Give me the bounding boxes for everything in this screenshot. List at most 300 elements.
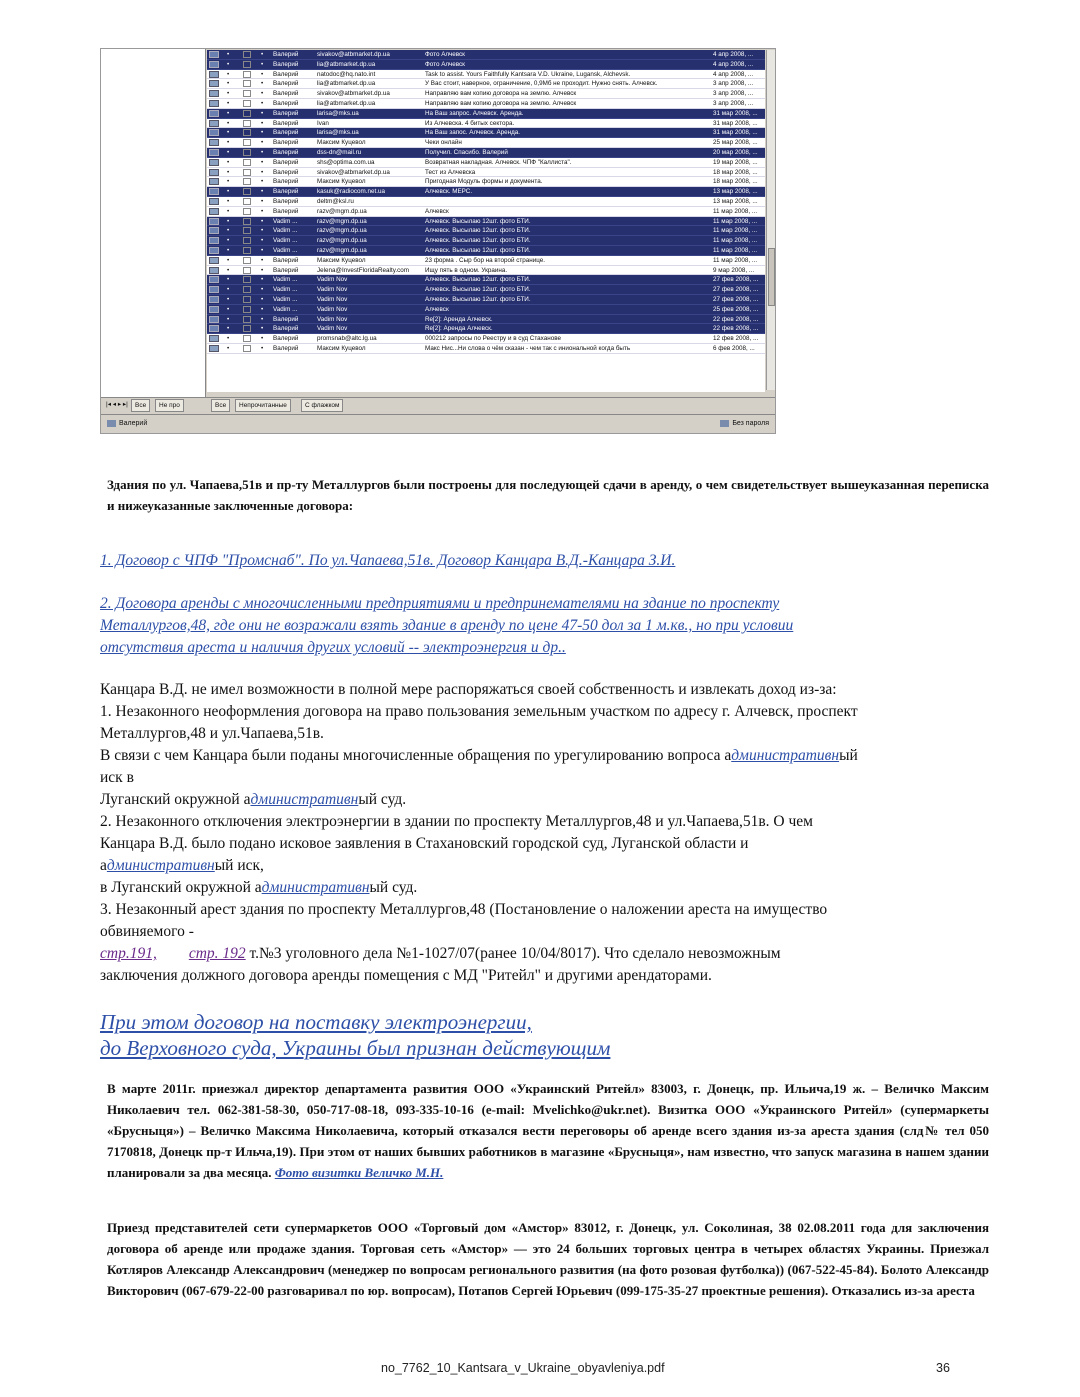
- message-row[interactable]: [207, 226, 765, 236]
- attachment-icon: [243, 208, 251, 215]
- message-subject: Task to assist. Yours Faithfully Kantsara V.D. Ukraine, Lugansk, Alchevsk.: [425, 70, 631, 78]
- status-bar: [101, 414, 775, 433]
- envelope-icon: [209, 139, 219, 146]
- attachment-icon: [243, 51, 251, 58]
- message-to: razv@mgm.dp.ua: [317, 237, 367, 245]
- message-date: 25 мар 2008, ...: [713, 139, 758, 147]
- user-icon: [107, 420, 116, 427]
- attachment-icon: [243, 325, 251, 332]
- priority-marker: •: [261, 237, 264, 245]
- status-marker: •: [227, 276, 230, 284]
- message-date: 3 апр 2008, ...: [713, 80, 754, 88]
- link-lease-contracts-line1[interactable]: 2. Договора аренды с многочисленными предприятиями и предпринемателями на здание по проспекту: [100, 595, 780, 612]
- message-to: larisa@mks.ua: [317, 129, 359, 137]
- message-from: Vadim ...: [273, 246, 298, 254]
- attachment-icon: [243, 169, 251, 176]
- envelope-icon: [209, 169, 219, 176]
- text: ый иск,: [214, 857, 264, 874]
- message-subject: Алчевск. Высылаю 12шт. фото БТИ.: [425, 286, 531, 294]
- message-row[interactable]: [207, 344, 765, 354]
- priority-marker: •: [261, 80, 264, 88]
- message-from: Валерий: [273, 197, 299, 205]
- message-date: 31 мар 2008, ...: [713, 109, 758, 117]
- message-row[interactable]: [207, 70, 765, 80]
- message-row[interactable]: [207, 334, 765, 344]
- message-subject: Получил. Спасибо. Валерий: [425, 148, 508, 156]
- envelope-icon: [209, 237, 219, 244]
- status-marker: •: [227, 325, 230, 333]
- message-row[interactable]: [207, 207, 765, 217]
- envelope-icon: [209, 80, 219, 87]
- message-row[interactable]: [207, 295, 765, 305]
- message-date: 31 мар 2008, ...: [713, 119, 758, 127]
- message-subject: Алчевск. МЕРС.: [425, 188, 473, 196]
- message-to: Vadim Nov: [317, 305, 348, 313]
- status-marker: •: [227, 256, 230, 264]
- message-list-scrollbar[interactable]: [766, 50, 776, 390]
- status-marker: •: [227, 305, 230, 313]
- link-administrative-4[interactable]: дминистративн: [261, 879, 370, 896]
- envelope-icon: [209, 90, 219, 97]
- envelope-icon: [209, 257, 219, 264]
- priority-marker: •: [261, 139, 264, 147]
- message-row[interactable]: [207, 109, 765, 119]
- attachment-icon: [243, 257, 251, 264]
- message-row[interactable]: [207, 275, 765, 285]
- attachment-icon: [243, 247, 251, 254]
- attachment-icon: [243, 306, 251, 313]
- message-subject: Тест из Алчевска: [425, 168, 476, 176]
- message-row[interactable]: [207, 177, 765, 187]
- message-row[interactable]: [207, 158, 765, 168]
- status-marker: •: [227, 139, 230, 147]
- message-from: Vadim ...: [273, 305, 298, 313]
- status-marker: •: [227, 148, 230, 156]
- message-subject: Алчевск. Высылаю 12шт. фото БТИ.: [425, 295, 531, 303]
- message-from: Валерий: [273, 60, 299, 68]
- message-from: Валерий: [273, 99, 299, 107]
- status-marker: •: [227, 70, 230, 78]
- page-number: 36: [936, 1361, 950, 1375]
- link-lease-contracts-line2[interactable]: Металлургов,48, где они не возражали взять здание в аренду по цене 47-50 дол за 1 м.кв., но при условии: [100, 617, 794, 634]
- link-business-card-photo[interactable]: Фото визитки Величко М.Н.: [274, 1165, 444, 1180]
- text: ый суд.: [358, 791, 407, 808]
- message-from: Валерий: [273, 178, 299, 186]
- message-date: 12 фев 2008, ...: [713, 335, 759, 343]
- text: в Луганский окружной а: [100, 879, 262, 896]
- footer-filename: no_7762_10_Kantsara_v_Ukraine_obyavleniya.pdf: [381, 1361, 665, 1375]
- message-to: dss-dn@mail.ru: [317, 148, 362, 156]
- attachment-icon: [243, 178, 251, 185]
- envelope-icon: [209, 218, 219, 225]
- link-electricity-contract-l1[interactable]: При этом договор на поставку электроэнергии,: [100, 1010, 532, 1034]
- message-from: Валерий: [273, 109, 299, 117]
- envelope-icon: [209, 276, 219, 283]
- attachment-icon: [243, 218, 251, 225]
- message-date: 13 мар 2008, ...: [713, 197, 758, 205]
- message-date: 22 фев 2008, ...: [713, 325, 759, 333]
- message-to: lia@atbmarket.dp.ua: [317, 99, 376, 107]
- priority-marker: •: [261, 109, 264, 117]
- tab-left-unread[interactable]: Не про: [155, 399, 184, 412]
- message-date: 4 апр 2008, ...: [713, 60, 754, 68]
- status-user: [107, 415, 147, 433]
- message-subject: Направляю вам копию договора на землю. Алчевск: [425, 90, 577, 98]
- envelope-icon: [209, 306, 219, 313]
- nav-arrows-icon[interactable]: |◂ ◂ ▸ ▸|: [106, 401, 128, 408]
- message-from: Валерий: [273, 325, 299, 333]
- message-to: natodoc@hq.nato.int: [317, 70, 376, 78]
- priority-marker: •: [261, 305, 264, 313]
- message-row[interactable]: [207, 266, 765, 276]
- message-from: Валерий: [273, 51, 299, 58]
- lock-icon: [720, 420, 729, 427]
- envelope-icon: [209, 335, 219, 342]
- message-date: 18 мар 2008, ...: [713, 168, 758, 176]
- message-to: lia@atbmarket.dp.ua: [317, 80, 376, 88]
- para-land-contract-l2: Металлургов,48 и ул.Чапаева,51в.: [100, 725, 324, 742]
- message-subject: Из Алчевска. 4 битых сектора.: [425, 119, 515, 127]
- message-subject: Алчевск: [425, 207, 449, 215]
- message-subject: На Ваш запос. Алчевск. Аренда.: [425, 129, 521, 137]
- message-subject: Фото Алчевск: [425, 60, 465, 68]
- message-to: Максим Куцевол: [317, 256, 366, 264]
- message-row[interactable]: [207, 119, 765, 129]
- message-date: 20 мар 2008, ...: [713, 148, 758, 156]
- message-date: 11 мар 2008, ...: [713, 217, 758, 225]
- priority-marker: •: [261, 70, 264, 78]
- link-administrative-3[interactable]: дминистративн: [106, 857, 215, 874]
- message-row[interactable]: [207, 217, 765, 227]
- message-to: razv@mgm.dp.ua: [317, 207, 367, 215]
- folder-pane: [101, 49, 206, 397]
- text: т.№3 уголовного дела №1-1027/07(ранее 10/04/8017). Что сделало невозможным: [245, 945, 781, 962]
- message-row[interactable]: [207, 187, 765, 197]
- priority-marker: •: [261, 158, 264, 166]
- priority-marker: •: [261, 148, 264, 156]
- attachment-icon: [243, 80, 251, 87]
- message-to: Ivan: [317, 119, 329, 127]
- status-marker: •: [227, 266, 230, 274]
- priority-marker: •: [261, 325, 264, 333]
- message-row[interactable]: [207, 305, 765, 315]
- mail-client-screenshot: [100, 48, 776, 434]
- message-from: Vadim ...: [273, 295, 298, 303]
- para-arrest-l4: заключения должного договора аренды помещения с МД "Ритейл" и другими арендаторами.: [100, 967, 712, 984]
- status-marker: •: [227, 335, 230, 343]
- message-row[interactable]: [207, 79, 765, 89]
- para-power-cut-l3: [100, 855, 990, 877]
- message-subject: Алчевск. Высылаю 12шт. фото БТИ.: [425, 237, 531, 245]
- attachment-icon: [243, 316, 251, 323]
- message-subject: Направляю вам копию договора на землю. Алчевск: [425, 99, 577, 107]
- message-date: 19 мар 2008, ...: [713, 158, 758, 166]
- message-from: Vadim ...: [273, 276, 298, 284]
- message-date: 27 фев 2008, ...: [713, 286, 759, 294]
- status-marker: •: [227, 344, 230, 352]
- envelope-icon: [209, 345, 219, 352]
- link-administrative-2[interactable]: дминистративн: [250, 791, 359, 808]
- message-date: 11 мар 2008, ...: [713, 227, 758, 235]
- message-to: sivakov@atbmarket.dp.ua: [317, 168, 390, 176]
- link-administrative-1[interactable]: дминистративн: [731, 747, 840, 764]
- envelope-icon: [209, 129, 219, 136]
- status-marker: •: [227, 51, 230, 58]
- message-date: 9 мар 2008, ...: [713, 266, 755, 274]
- message-to: promsnab@altc.lg.ua: [317, 335, 377, 343]
- link-lease-contracts-line3[interactable]: отсутствия ареста и наличия других условий -- электроэнергия и др..: [100, 639, 566, 656]
- message-from: Vadim ...: [273, 237, 298, 245]
- message-row[interactable]: [207, 148, 765, 158]
- message-row[interactable]: [207, 285, 765, 295]
- status-password-label: Без пароля: [732, 420, 769, 427]
- text: ый суд.: [369, 879, 418, 896]
- envelope-icon: [209, 61, 219, 68]
- scrollbar-thumb[interactable]: [768, 248, 775, 306]
- priority-marker: •: [261, 344, 264, 352]
- status-marker: •: [227, 119, 230, 127]
- message-from: Vadim ...: [273, 286, 298, 294]
- envelope-icon: [209, 286, 219, 293]
- status-marker: •: [227, 90, 230, 98]
- status-marker: •: [227, 246, 230, 254]
- status-marker: •: [227, 217, 230, 225]
- message-from: Валерий: [273, 139, 299, 147]
- status-marker: •: [227, 99, 230, 107]
- attachment-icon: [243, 100, 251, 107]
- message-date: 11 мар 2008, ...: [713, 256, 758, 264]
- message-to: Максим Куцевол: [317, 178, 366, 186]
- link-contract-promsnab[interactable]: 1. Договор с ЧПФ "Промснаб". По ул.Чапаева,51в. Договор Канцара В.Д.-Канцара З.И.: [100, 552, 676, 569]
- message-row[interactable]: [207, 128, 765, 138]
- priority-marker: •: [261, 315, 264, 323]
- message-row[interactable]: [207, 168, 765, 178]
- status-marker: •: [227, 237, 230, 245]
- text: а: [100, 857, 107, 874]
- message-list: [207, 50, 765, 392]
- tab-all[interactable]: Все: [211, 399, 230, 412]
- text: Луганский окружной а: [100, 791, 251, 808]
- message-row[interactable]: [207, 60, 765, 70]
- message-date: 27 фев 2008, ...: [713, 276, 759, 284]
- message-date: 6 фев 2008, ...: [713, 344, 755, 352]
- link-page-191[interactable]: стр.191,: [100, 945, 157, 962]
- message-to: Vadim Nov: [317, 315, 348, 323]
- attachment-icon: [243, 188, 251, 195]
- text: В марте 2011г. приезжал директор департамента развития ООО «Украинский Ритейл» 83003, г. Донецк, пр. Ильича,19 ж. – Величко Максим Николаевич тел. 062-381-58-30, 050-717-08-18, 093-335-10-16 (e-mail: Mvelichko@ukr.net). Визитка ООО «Украинского Ритейл» (супермаркеты «Брусныця») – Величко Максима Николаевича, который отказался вести переговоры об аренде всего здания из-за ареста здания (слд№ тел 050 7170818, Донецк пр-т Ильча,19). При этом от наших бывших работников в магазине «Брусныця», нам известно, что запуск магазина в нашем здании планировали за два месяца.: [107, 1081, 989, 1180]
- link-electricity-contract-l2[interactable]: до Верховного суда, Украины был признан действующим: [100, 1036, 611, 1060]
- message-row[interactable]: [207, 89, 765, 99]
- message-date: 11 мар 2008, ...: [713, 207, 758, 215]
- status-marker: •: [227, 60, 230, 68]
- attachment-icon: [243, 198, 251, 205]
- priority-marker: •: [261, 286, 264, 294]
- priority-marker: •: [261, 276, 264, 284]
- message-date: 13 мар 2008, ...: [713, 188, 758, 196]
- priority-marker: •: [261, 217, 264, 225]
- priority-marker: •: [261, 256, 264, 264]
- status-marker: •: [227, 158, 230, 166]
- priority-marker: •: [261, 335, 264, 343]
- message-subject: Алчевск: [425, 305, 449, 313]
- message-from: Валерий: [273, 70, 299, 78]
- status-marker: •: [227, 80, 230, 88]
- message-subject: Фото Алчевск: [425, 51, 465, 58]
- message-subject: Макс Нис...Ни слова о чём сказан - чем так с иниональной когда быть: [425, 344, 631, 352]
- message-from: Vadim ...: [273, 227, 298, 235]
- message-to: shs@optima.com.ua: [317, 158, 375, 166]
- para-power-cut-l4: [100, 877, 990, 899]
- text: ый: [839, 747, 858, 764]
- message-row[interactable]: [207, 138, 765, 148]
- attachment-icon: [243, 159, 251, 166]
- message-from: Валерий: [273, 207, 299, 215]
- message-subject: Чеки онлайн: [425, 139, 462, 147]
- message-to: deltm@ksl.ru: [317, 197, 354, 205]
- envelope-icon: [209, 51, 219, 58]
- message-to: Vadim Nov: [317, 325, 348, 333]
- message-row[interactable]: [207, 256, 765, 266]
- para-power-cut-l1: 2. Незаконного отключения электроэнергии в здании по проспекту Металлургов,48 и ул.Чапаева,51в. О чем: [100, 813, 813, 830]
- message-from: Валерий: [273, 119, 299, 127]
- message-subject: Алчевск. Высылаю 12шт. фото БТИ.: [425, 246, 531, 254]
- status-marker: •: [227, 227, 230, 235]
- message-to: Vadim Nov: [317, 276, 348, 284]
- priority-marker: •: [261, 246, 264, 254]
- message-to: Максим Куцевол: [317, 344, 366, 352]
- status-marker: •: [227, 188, 230, 196]
- message-subject: Алчевск. Высылаю 12шт. фото БТИ.: [425, 276, 531, 284]
- attachment-icon: [243, 345, 251, 352]
- tab-left-all[interactable]: Все: [131, 399, 150, 412]
- status-marker: •: [227, 197, 230, 205]
- message-to: Vadim Nov: [317, 286, 348, 294]
- status-marker: •: [227, 129, 230, 137]
- status-marker: •: [227, 315, 230, 323]
- message-to: razv@mgm.dp.ua: [317, 227, 367, 235]
- envelope-icon: [209, 267, 219, 274]
- tab-unread[interactable]: Непрочитанные: [235, 399, 291, 412]
- status-marker: •: [227, 168, 230, 176]
- para-arrest-l3: [100, 943, 990, 965]
- priority-marker: •: [261, 119, 264, 127]
- attachment-icon: [243, 227, 251, 234]
- para-cannot-dispose: Канцара В.Д. не имел возможности в полной мере распоряжаться своей собственность и извлекать доход из-за:: [100, 681, 837, 698]
- message-from: Vadim ...: [273, 217, 298, 225]
- message-row[interactable]: [207, 324, 765, 334]
- message-date: 22 фев 2008, ...: [713, 315, 759, 323]
- priority-marker: •: [261, 90, 264, 98]
- message-to: Vadim Nov: [317, 295, 348, 303]
- priority-marker: •: [261, 60, 264, 68]
- message-date: 18 мар 2008, ...: [713, 178, 758, 186]
- message-subject: На Ваш запрос. Алчевск. Аренда.: [425, 109, 524, 117]
- priority-marker: •: [261, 168, 264, 176]
- status-marker: •: [227, 286, 230, 294]
- attachment-icon: [243, 237, 251, 244]
- message-date: 3 апр 2008, ...: [713, 99, 754, 107]
- message-from: Валерий: [273, 344, 299, 352]
- envelope-icon: [209, 71, 219, 78]
- message-subject: Алчевск. Высылаю 12шт. фото БТИ.: [425, 227, 531, 235]
- priority-marker: •: [261, 227, 264, 235]
- priority-marker: •: [261, 295, 264, 303]
- status-marker: •: [227, 295, 230, 303]
- text: В связи с чем Канцара были поданы многочисленные обращения по урегулированию вопроса а: [100, 747, 732, 764]
- envelope-icon: [209, 100, 219, 107]
- attachment-icon: [243, 61, 251, 68]
- message-from: Валерий: [273, 168, 299, 176]
- status-user-label: Валерий: [119, 420, 148, 427]
- message-row[interactable]: [207, 197, 765, 207]
- message-row[interactable]: [207, 99, 765, 109]
- envelope-icon: [209, 296, 219, 303]
- attachment-icon: [243, 296, 251, 303]
- envelope-icon: [209, 120, 219, 127]
- intro-paragraph: Здания по ул. Чапаева,51в и пр-ту Металлургов были построены для последующей сдачи в аренду, о чем свидетельствует вышеуказанная переписка и нижеуказанные заключенные договора:: [107, 477, 989, 513]
- message-from: Валерий: [273, 90, 299, 98]
- message-date: 11 мар 2008, ...: [713, 246, 758, 254]
- message-subject: У Вас стоит, наверное, ограничение, 0,9Мб не проходит. Нужно снять. Алчевск.: [425, 80, 658, 88]
- message-from: Валерий: [273, 266, 299, 274]
- message-subject: Пригодная Модуль формы и документа.: [425, 178, 543, 186]
- message-date: 3 апр 2008, ...: [713, 90, 754, 98]
- envelope-icon: [209, 247, 219, 254]
- message-subject: Алчевск. Высылаю 12шт. фото БТИ.: [425, 217, 531, 225]
- link-page-192[interactable]: стр. 192: [188, 945, 246, 962]
- tab-bar: [101, 397, 775, 412]
- para-arrest-l1: 3. Незаконный арест здания по проспекту Металлургов,48 (Постановление о наложении ареста на имущество: [100, 901, 828, 918]
- message-to: Максим Куцевол: [317, 139, 366, 147]
- message-from: Валерий: [273, 80, 299, 88]
- envelope-icon: [209, 178, 219, 185]
- message-row[interactable]: [207, 315, 765, 325]
- priority-marker: •: [261, 99, 264, 107]
- message-to: kasuk@radiocom.net.ua: [317, 188, 385, 196]
- envelope-icon: [209, 149, 219, 156]
- status-password: [720, 415, 769, 433]
- message-to: sivakov@atbmarket.dp.ua: [317, 51, 390, 58]
- message-row[interactable]: [207, 246, 765, 256]
- message-date: 4 апр 2008, ...: [713, 51, 754, 58]
- para-amstor: Приезд представителей сети супермаркетов ООО «Торговый дом «Амстор» 83012, г. Донецк, ул. Соколиная, 38 02.08.2011 года для заключения договора об аренде или продаже здания. Торговая сеть «Амстор» — это 24 больших торговых центра в четырех областях Украины. Приезжал Котляров Александр Александрович (менеджер по вопросам регионального развития (на фото розовая футболка)) (067-522-45-84). Болото Александр Викторович (067-679-22-00 разговаривал по юр. вопросам), Потапов Сергей Юрьевич (099-175-35-27 проектные решения). Отказались из-за ареста: [107, 1220, 989, 1298]
- attachment-icon: [243, 129, 251, 136]
- para-lugansk-court: [100, 789, 990, 811]
- tab-flagged[interactable]: С флажком: [301, 399, 343, 412]
- envelope-icon: [209, 159, 219, 166]
- message-from: Валерий: [273, 158, 299, 166]
- priority-marker: •: [261, 207, 264, 215]
- message-row[interactable]: [207, 236, 765, 246]
- message-from: Валерий: [273, 335, 299, 343]
- message-row[interactable]: [207, 50, 765, 60]
- message-from: Валерий: [273, 188, 299, 196]
- attachment-icon: [243, 149, 251, 156]
- attachment-icon: [243, 71, 251, 78]
- envelope-icon: [209, 198, 219, 205]
- message-to: larisa@mks.ua: [317, 109, 359, 117]
- message-subject: Возвратная накладная. Алчевск. ЧПФ "Каллиста".: [425, 158, 572, 166]
- para-appeals: [100, 745, 990, 767]
- message-subject: Ищу пять в одном. Украина.: [425, 266, 508, 274]
- para-arrest-l2: обвиняемого -: [100, 923, 194, 940]
- message-date: 4 апр 2008, ...: [713, 70, 754, 78]
- status-marker: •: [227, 178, 230, 186]
- attachment-icon: [243, 90, 251, 97]
- priority-marker: •: [261, 188, 264, 196]
- message-date: 31 мар 2008, ...: [713, 129, 758, 137]
- envelope-icon: [209, 188, 219, 195]
